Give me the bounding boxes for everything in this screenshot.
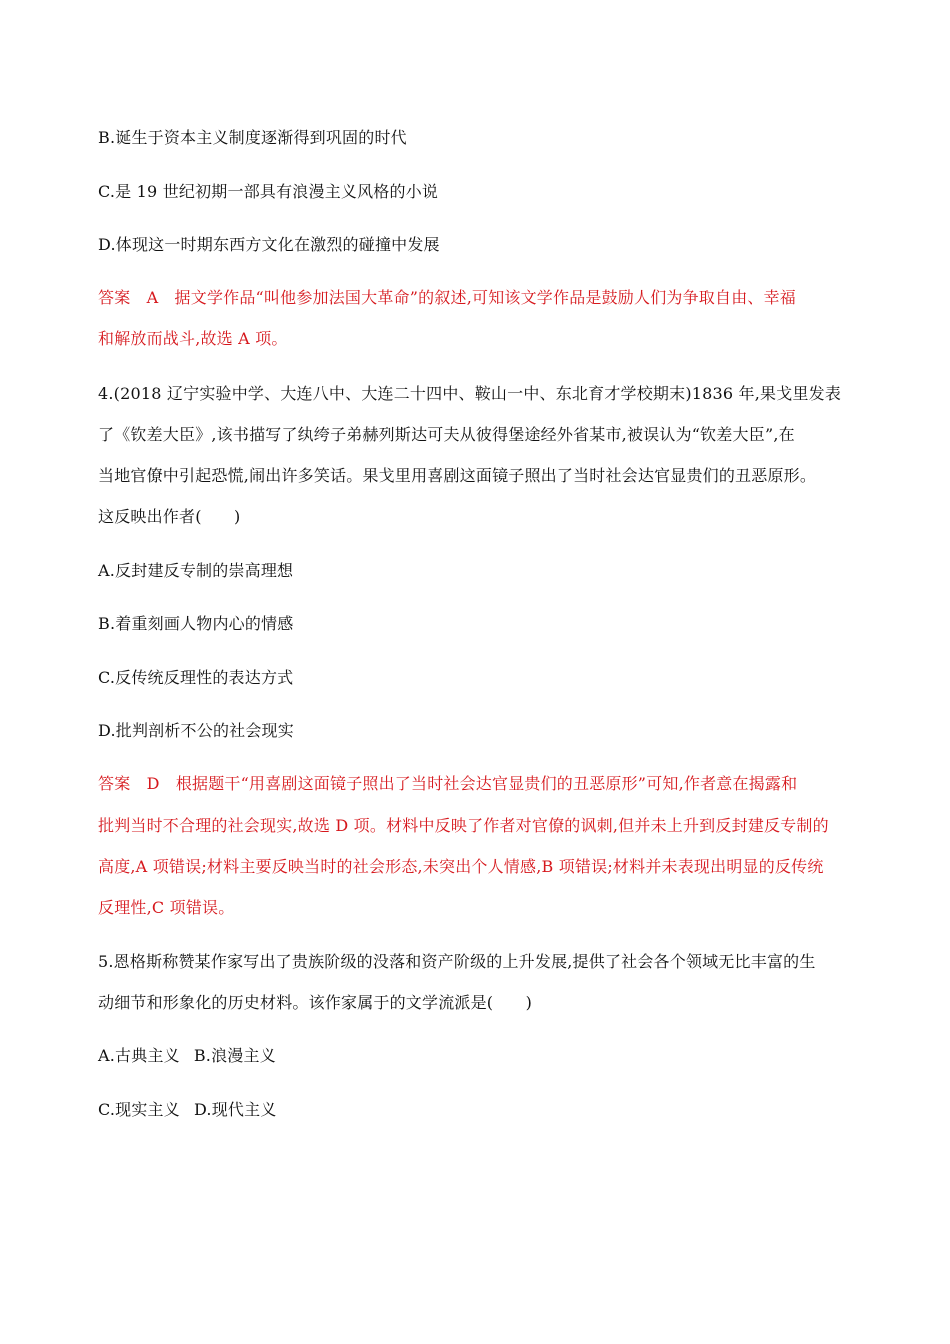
- q3-answer-line-1: 答案 A 据文学作品“叫他参加法国大革命”的叙述,可知该文学作品是鼓励人们为争取自由、幸福: [98, 288, 797, 307]
- q5-option-b: B.浪漫主义: [193, 1046, 276, 1065]
- q5-option-d: D.现代主义: [193, 1100, 277, 1119]
- q3-answer-line-2: 和解放而战斗,故选 A 项。: [98, 329, 288, 348]
- q5-stem-line-1: 5.恩格斯称赞某作家写出了贵族阶级的没落和资产阶级的上升发展,提供了社会各个领域无比丰富的生: [98, 952, 816, 971]
- q4-stem-line-1: 4.(2018 辽宁实验中学、大连八中、大连二十四中、鞍山一中、东北育才学校期末)1836 年,果戈里发表: [98, 384, 842, 403]
- q5-option-row-2: [98, 1099, 277, 1121]
- q5-option-c: C.现实主义: [98, 1100, 180, 1119]
- q3-option-d: D.体现这一时期东西方文化在激烈的碰撞中发展: [98, 235, 440, 254]
- q3-option-b: B.诞生于资本主义制度逐渐得到巩固的时代: [98, 128, 407, 147]
- q4-stem-line-3: 当地官僚中引起恐慌,闹出许多笑话。果戈里用喜剧这面镜子照出了当时社会达官显贵们的丑恶原形。: [98, 466, 817, 485]
- q5-stem-line-2: 动细节和形象化的历史材料。该作家属于的文学流派是( ): [98, 993, 533, 1012]
- q3-option-c: C.是 19 世纪初期一部具有浪漫主义风格的小说: [98, 182, 439, 201]
- q4-option-a: A.反封建反专制的崇高理想: [98, 561, 294, 580]
- q5-option-a: A.古典主义: [98, 1046, 180, 1065]
- q4-stem-line-4: 这反映出作者( ): [98, 507, 241, 526]
- q4-answer-line-2: 批判当时不合理的社会现实,故选 D 项。材料中反映了作者对官僚的讽刺,但并未上升到反封建反专制的: [98, 816, 829, 835]
- q4-answer-line-1: 答案 D 根据题干“用喜剧这面镜子照出了当时社会达官显贵们的丑恶原形”可知,作者意在揭露和: [98, 774, 798, 793]
- q5-option-row-1: [98, 1045, 276, 1067]
- q4-stem-line-2: 了《钦差大臣》,该书描写了纨绔子弟赫列斯达可夫从彼得堡途经外省某市,被误认为“钦差大臣”,在: [98, 425, 795, 444]
- q4-answer-line-3: 高度,A 项错误;材料主要反映当时的社会形态,未突出个人情感,B 项错误;材料并未表现出明显的反传统: [98, 857, 824, 876]
- q4-option-c: C.反传统反理性的表达方式: [98, 668, 294, 687]
- q4-answer-line-4: 反理性,C 项错误。: [98, 898, 235, 917]
- q4-option-b: B.着重刻画人物内心的情感: [98, 614, 294, 633]
- q4-option-d: D.批判剖析不公的社会现实: [98, 721, 294, 740]
